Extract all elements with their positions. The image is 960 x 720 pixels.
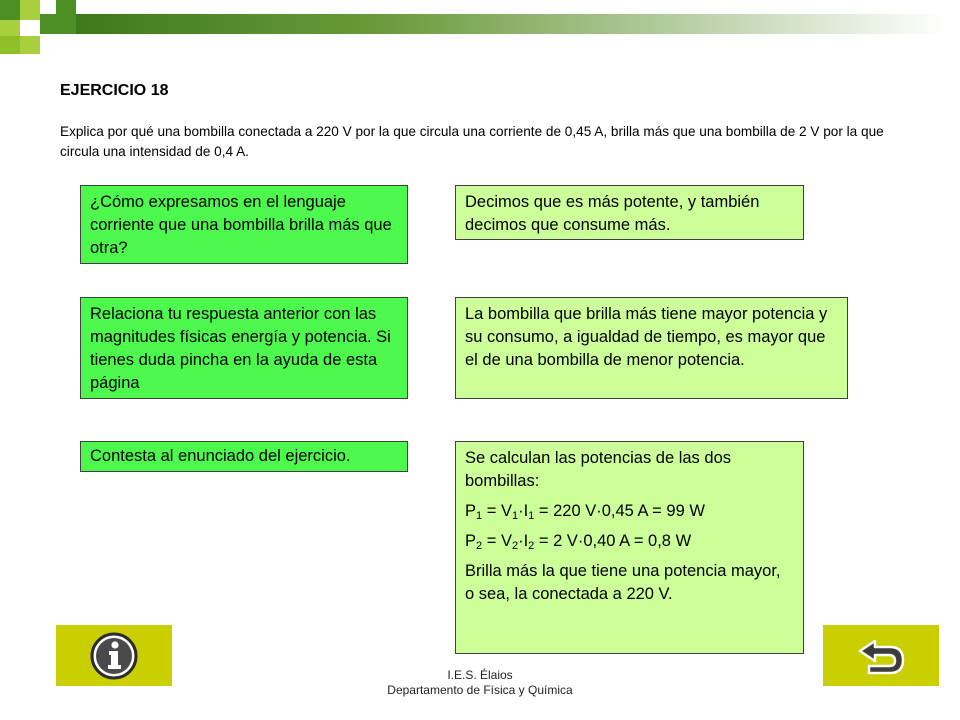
answer-text: Decimos que es más potente, y también decimos que consume más. [465,193,760,234]
header-square [40,14,56,34]
header-square [20,36,40,54]
footer-school: I.E.S. Élaios [447,668,513,682]
question-text: ¿Cómo expresamos en el lenguaje corriente que una bombilla brilla más que otra? [90,193,392,257]
header-square [0,36,20,54]
header-square [0,0,20,20]
answer-intro: Se calculan las potencias de las dos bombillas: [465,449,731,490]
header-gradient-bar [76,14,946,34]
question-box-3 [80,441,408,472]
header-square [56,0,76,16]
equation-p1: $P_1 = V_1\cdot I_1 = 220$ V·0,45 A = 99 W [465,502,705,522]
answer-box-2 [455,297,848,399]
question-text: Contesta al enunciado del ejercicio. [90,447,351,465]
header-square [56,16,76,34]
header-square [20,0,40,20]
question-box-2 [80,297,408,399]
header-square [0,20,20,36]
answer-box-3 [455,441,804,654]
exercise-title: EJERCICIO 18 [60,82,169,99]
footer-department: Departamento de Física y Química [387,683,573,697]
question-text: Relaciona tu respuesta anterior con las magnitudes físicas energía y potencia. Si tienes duda pincha en la ayuda de esta página [90,305,391,392]
equation-p2: $P_2 = V_2\cdot I_2 = 2$ V·0,40 A = 0,8 W [465,532,692,552]
answer-conclusion: Brilla más la que tiene una potencia mayor, o sea, la conectada a 220 V. [465,562,781,603]
answer-text: La bombilla que brilla más tiene mayor potencia y su consumo, a igualdad de tiempo, es mayor que el de una bombilla de menor potencia. [465,305,828,369]
question-box-1 [80,185,408,264]
answer-box-1 [455,185,804,240]
exercise-statement: Explica por qué una bombilla conectada a 220 V por la que circula una corriente de 0,45 A, brilla más que una bombilla de 2 V por la que circula una intensidad de 0,4 A. [60,124,884,159]
